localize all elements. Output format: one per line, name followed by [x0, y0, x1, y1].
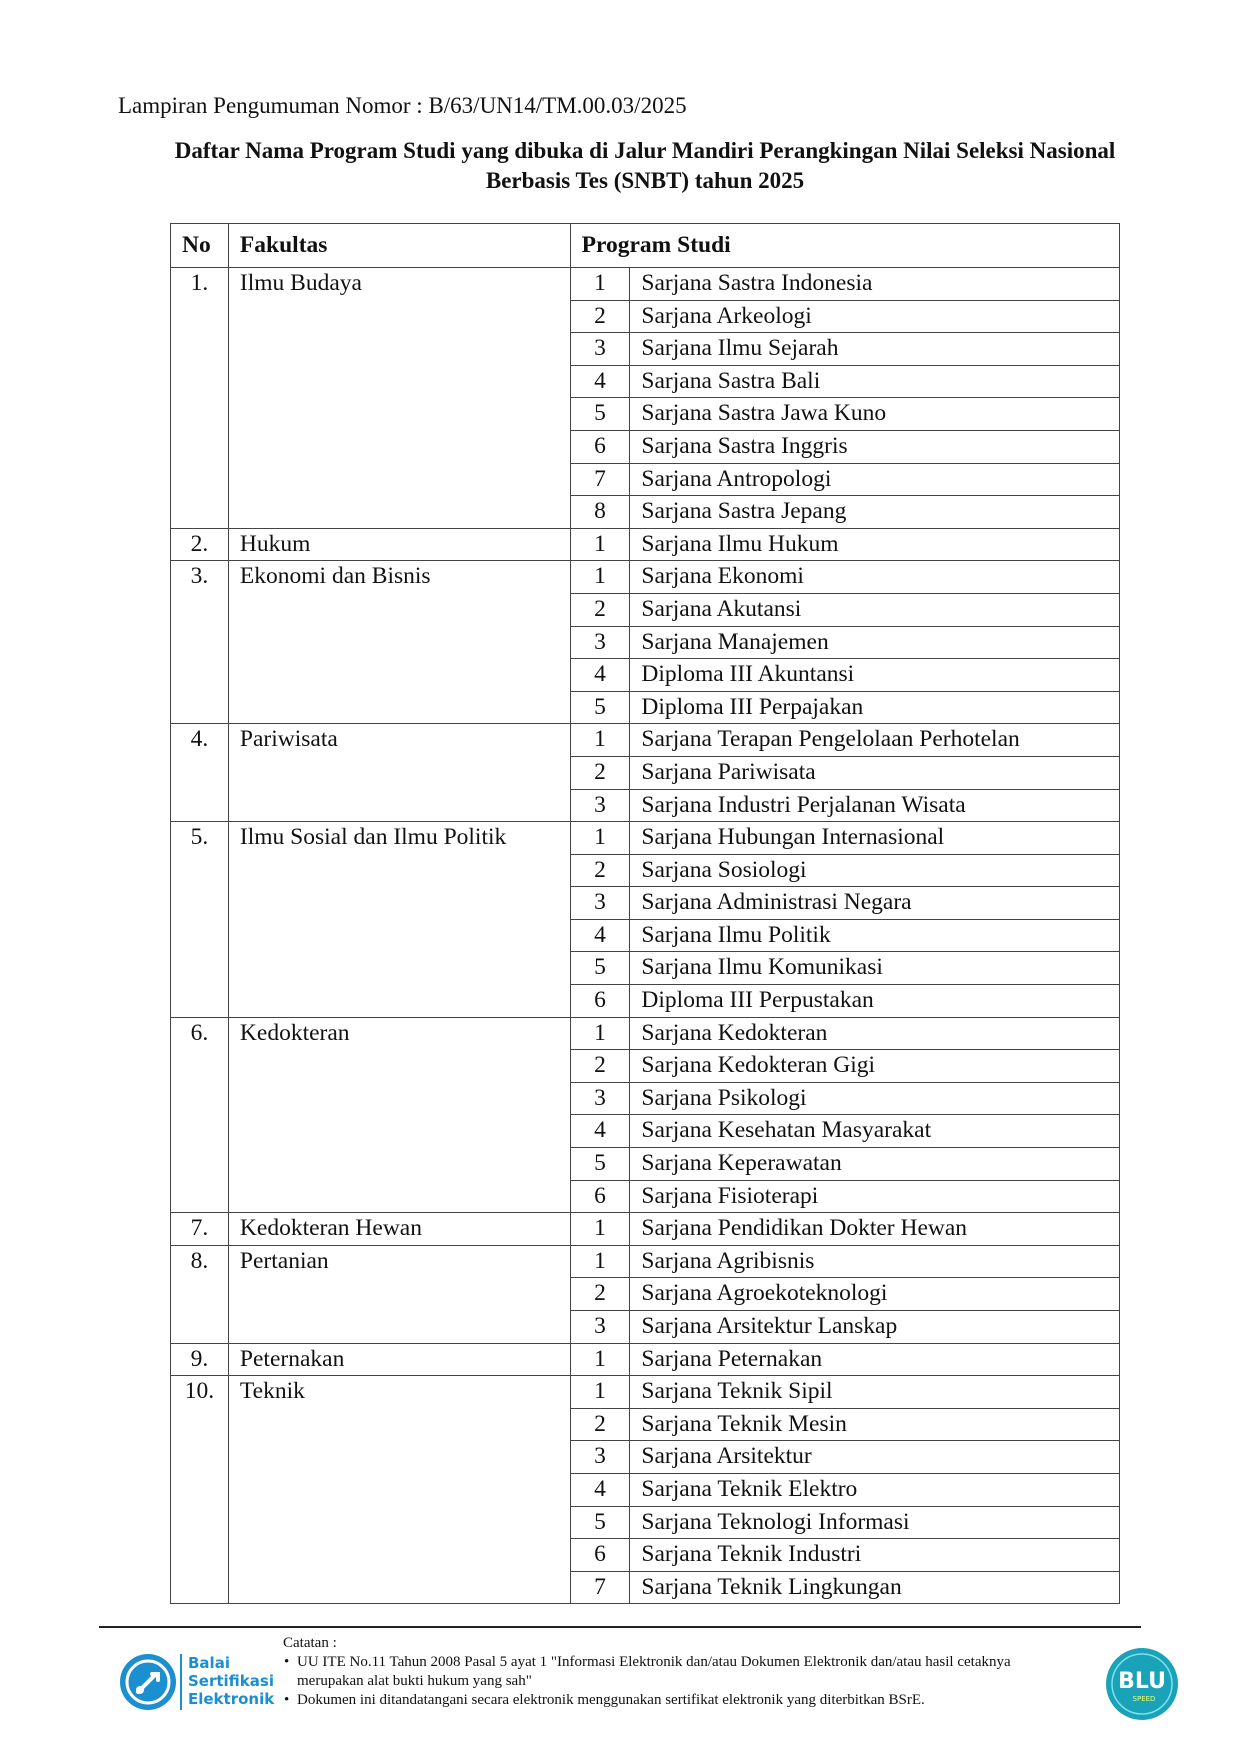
table-row — [171, 1343, 1120, 1376]
program-index: 4 — [570, 1473, 630, 1506]
program-index: 3 — [570, 789, 630, 822]
faculty-name: Peternakan — [228, 1343, 570, 1376]
footer-notes — [283, 1634, 1011, 1710]
program-index: 1 — [570, 724, 630, 757]
faculty-name: Pariwisata — [228, 724, 570, 822]
program-index: 2 — [570, 854, 630, 887]
program-name: Sarjana Ilmu Sejarah — [630, 333, 1120, 366]
program-name: Sarjana Sastra Bali — [630, 365, 1120, 398]
program-index: 4 — [570, 659, 630, 692]
program-index: 4 — [570, 919, 630, 952]
document-title — [110, 136, 1180, 196]
program-name: Sarjana Sastra Indonesia — [630, 268, 1120, 301]
program-index: 7 — [570, 1571, 630, 1604]
program-name: Sarjana Teknik Mesin — [630, 1408, 1120, 1441]
bsre-logo-icon — [118, 1652, 178, 1712]
footer — [0, 1632, 1241, 1752]
table-row — [171, 822, 1120, 855]
program-index: 1 — [570, 822, 630, 855]
program-index: 1 — [570, 528, 630, 561]
program-name: Sarjana Arkeologi — [630, 300, 1120, 333]
program-name: Sarjana Agroekoteknologi — [630, 1278, 1120, 1311]
faculty-number: 1. — [171, 268, 229, 529]
program-index: 1 — [570, 1376, 630, 1409]
faculty-name: Ilmu Budaya — [228, 268, 570, 529]
faculty-number: 7. — [171, 1213, 229, 1246]
program-index: 3 — [570, 1441, 630, 1474]
note-uu-ite-line2: merupakan alat bukti hukum yang sah" — [297, 1673, 532, 1689]
program-index: 1 — [570, 1343, 630, 1376]
bsre-wordmark-line2: Sertifikasi — [188, 1672, 274, 1690]
program-index: 1 — [570, 561, 630, 594]
table-row — [171, 1213, 1120, 1246]
program-index: 1 — [570, 268, 630, 301]
footer-divider — [99, 1626, 1141, 1628]
program-name: Sarjana Akutansi — [630, 593, 1120, 626]
faculty-number: 6. — [171, 1017, 229, 1213]
document-title-line1: Daftar Nama Program Studi yang dibuka di Jalur Mandiri Perangkingan Nilai Seleksi Nasional — [174, 138, 1116, 163]
note-item-uu-ite — [283, 1653, 1011, 1691]
program-index: 2 — [570, 300, 630, 333]
program-index: 2 — [570, 1050, 630, 1083]
program-name: Diploma III Perpajakan — [630, 691, 1120, 724]
program-name: Sarjana Teknik Elektro — [630, 1473, 1120, 1506]
program-index: 5 — [570, 398, 630, 431]
bsre-wordmark — [188, 1654, 274, 1708]
program-name: Sarjana Ilmu Hukum — [630, 528, 1120, 561]
program-index: 1 — [570, 1017, 630, 1050]
program-index: 5 — [570, 1148, 630, 1181]
program-name: Sarjana Teknik Industri — [630, 1539, 1120, 1572]
program-name: Sarjana Terapan Pengelolaan Perhotelan — [630, 724, 1120, 757]
program-name: Sarjana Sastra Jawa Kuno — [630, 398, 1120, 431]
program-index: 2 — [570, 1408, 630, 1441]
note-uu-ite-line1: • UU ITE No.11 Tahun 2008 Pasal 5 ayat 1 "Informasi Elektronik dan/atau Dokumen Elektronik dan/atau hasil cetaknya — [297, 1654, 1011, 1670]
program-name: Sarjana Agribisnis — [630, 1245, 1120, 1278]
program-index: 5 — [570, 952, 630, 985]
bsre-wordmark-line3: Elektronik — [188, 1690, 275, 1708]
program-index: 3 — [570, 626, 630, 659]
program-name: Sarjana Manajemen — [630, 626, 1120, 659]
program-index: 3 — [570, 1082, 630, 1115]
program-name: Sarjana Ilmu Komunikasi — [630, 952, 1120, 985]
table-header-row — [171, 224, 1120, 268]
table-row — [171, 268, 1120, 301]
faculty-name: Ilmu Sosial dan Ilmu Politik — [228, 822, 570, 1018]
faculty-name: Kedokteran Hewan — [228, 1213, 570, 1246]
attachment-reference: Lampiran Pengumuman Nomor : B/63/UN14/TM.00.03/2025 — [118, 93, 687, 118]
program-index: 3 — [570, 333, 630, 366]
program-index: 5 — [570, 691, 630, 724]
program-name: Sarjana Kedokteran Gigi — [630, 1050, 1120, 1083]
program-name: Diploma III Perpustakan — [630, 985, 1120, 1018]
note-item-signature: • Dokumen ini ditandatangani secara elektronik menggunakan sertifikat elektronik yang diterbitkan BSrE. — [283, 1691, 1011, 1710]
table-row — [171, 724, 1120, 757]
program-index: 6 — [570, 985, 630, 1018]
faculty-number: 4. — [171, 724, 229, 822]
table-row — [171, 528, 1120, 561]
faculty-number: 10. — [171, 1376, 229, 1604]
program-index: 1 — [570, 1245, 630, 1278]
blu-logo-text: BLU — [1118, 1669, 1166, 1694]
program-name: Sarjana Industri Perjalanan Wisata — [630, 789, 1120, 822]
faculty-number: 3. — [171, 561, 229, 724]
header-fakultas: Fakultas — [228, 224, 570, 268]
faculty-name: Ekonomi dan Bisnis — [228, 561, 570, 724]
program-index: 2 — [570, 756, 630, 789]
program-index: 2 — [570, 1278, 630, 1311]
program-name: Sarjana Arsitektur — [630, 1441, 1120, 1474]
program-name: Sarjana Pariwisata — [630, 756, 1120, 789]
program-name: Sarjana Administrasi Negara — [630, 887, 1120, 920]
program-index: 2 — [570, 593, 630, 626]
faculty-name: Pertanian — [228, 1245, 570, 1343]
program-index: 6 — [570, 1539, 630, 1572]
program-index: 4 — [570, 1115, 630, 1148]
program-index: 8 — [570, 496, 630, 529]
program-name: Sarjana Teknik Sipil — [630, 1376, 1120, 1409]
faculty-name: Hukum — [228, 528, 570, 561]
program-name: Sarjana Sastra Inggris — [630, 430, 1120, 463]
program-index: 5 — [570, 1506, 630, 1539]
program-index: 1 — [570, 1213, 630, 1246]
program-name: Sarjana Keperawatan — [630, 1148, 1120, 1181]
program-name: Sarjana Hubungan Internasional — [630, 822, 1120, 855]
faculty-name: Teknik — [228, 1376, 570, 1604]
faculty-name: Kedokteran — [228, 1017, 570, 1213]
program-name: Sarjana Kedokteran — [630, 1017, 1120, 1050]
program-name: Sarjana Sosiologi — [630, 854, 1120, 887]
program-name: Sarjana Teknologi Informasi — [630, 1506, 1120, 1539]
program-index: 3 — [570, 1311, 630, 1344]
program-name: Sarjana Peternakan — [630, 1343, 1120, 1376]
document-title-line2: Berbasis Tes (SNBT) tahun 2025 — [485, 168, 805, 193]
program-name: Sarjana Kesehatan Masyarakat — [630, 1115, 1120, 1148]
program-index: 3 — [570, 887, 630, 920]
program-name: Sarjana Teknik Lingkungan — [630, 1571, 1120, 1604]
header-program-studi: Program Studi — [570, 224, 1119, 268]
program-name: Sarjana Antropologi — [630, 463, 1120, 496]
notes-heading: Catatan : — [283, 1635, 337, 1651]
program-name: Diploma III Akuntansi — [630, 659, 1120, 692]
table-row — [171, 1017, 1120, 1050]
program-name: Sarjana Pendidikan Dokter Hewan — [630, 1213, 1120, 1246]
bsre-separator — [180, 1654, 182, 1710]
bsre-wordmark-line1: Balai — [188, 1654, 230, 1672]
faculty-number: 5. — [171, 822, 229, 1018]
study-program-table — [170, 223, 1120, 1604]
program-name: Sarjana Sastra Jepang — [630, 496, 1120, 529]
blu-logo-subtext: SPEED — [1132, 1695, 1156, 1703]
faculty-number: 9. — [171, 1343, 229, 1376]
table-row — [171, 1376, 1120, 1409]
program-index: 4 — [570, 365, 630, 398]
faculty-number: 8. — [171, 1245, 229, 1343]
program-name: Sarjana Ilmu Politik — [630, 919, 1120, 952]
table-row — [171, 561, 1120, 594]
program-index: 6 — [570, 1180, 630, 1213]
header-no: No — [171, 224, 229, 268]
program-name: Sarjana Fisioterapi — [630, 1180, 1120, 1213]
table-row — [171, 1245, 1120, 1278]
program-name: Sarjana Ekonomi — [630, 561, 1120, 594]
program-name: Sarjana Arsitektur Lanskap — [630, 1311, 1120, 1344]
blu-speed-logo-icon — [1104, 1646, 1180, 1722]
faculty-number: 2. — [171, 528, 229, 561]
program-index: 6 — [570, 430, 630, 463]
table-body — [171, 268, 1120, 1604]
program-index: 7 — [570, 463, 630, 496]
program-name: Sarjana Psikologi — [630, 1082, 1120, 1115]
